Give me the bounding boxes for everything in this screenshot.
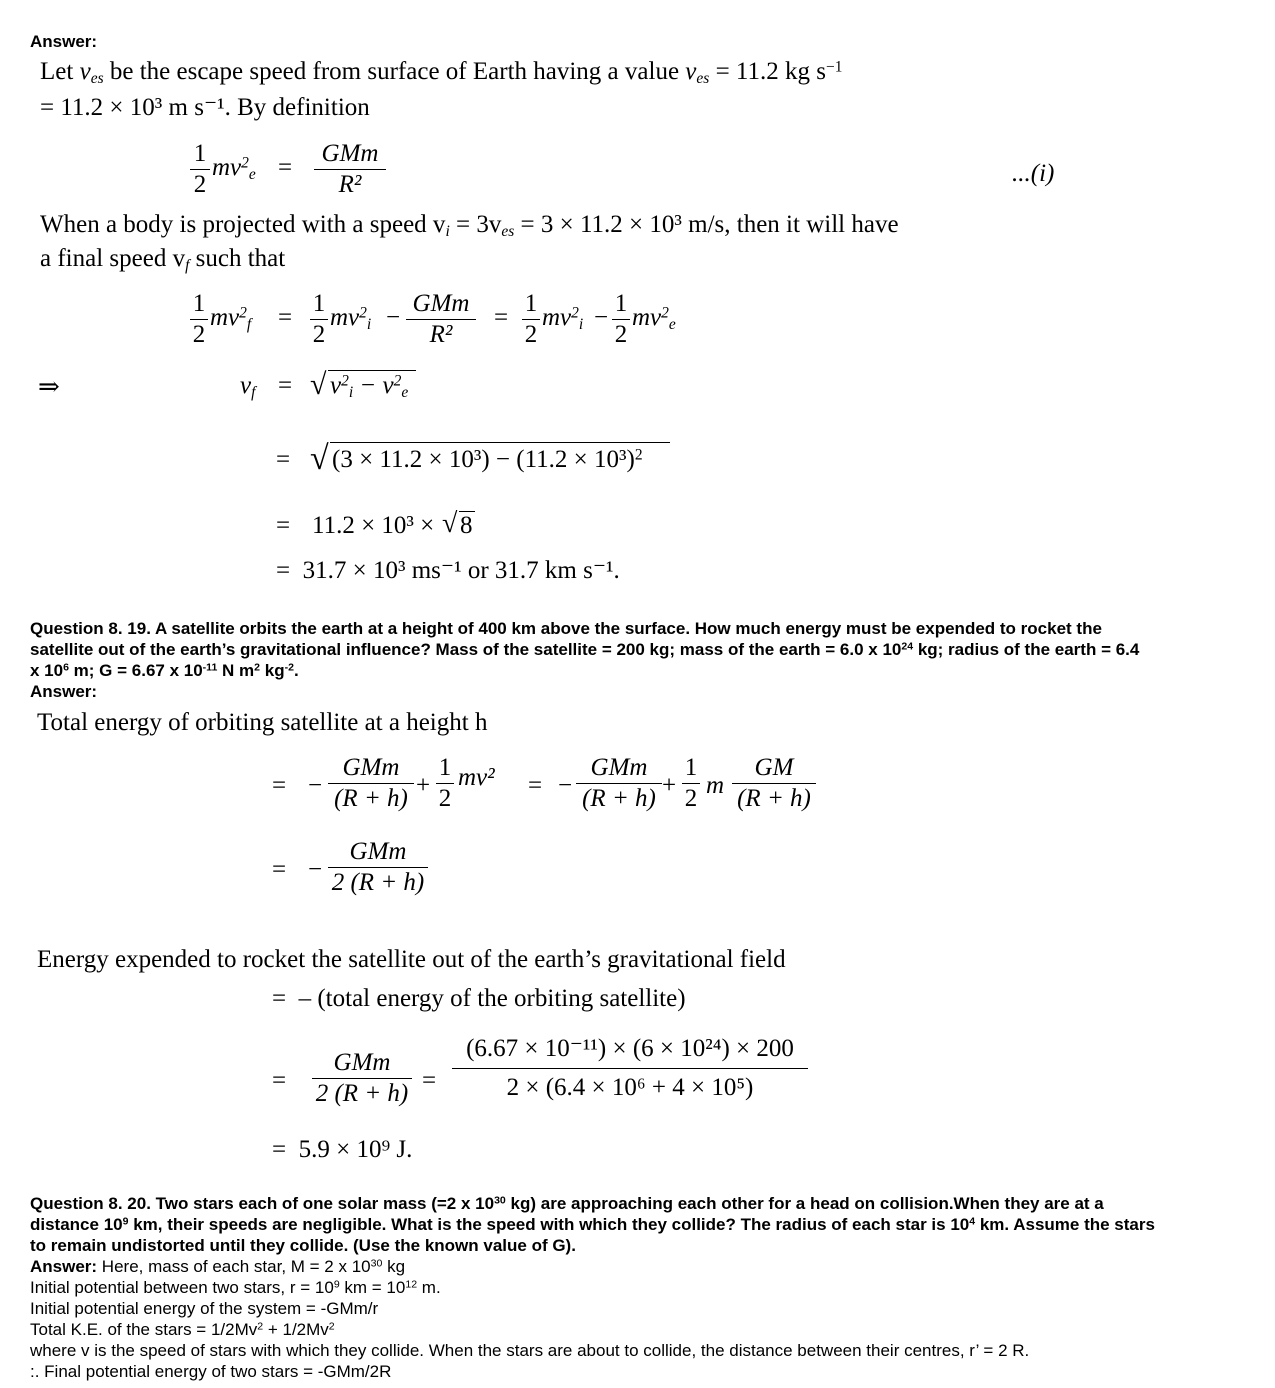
equation-tag: ...(i)	[1012, 160, 1055, 187]
equation-result: = 31.7 × 10³ ms⁻¹ or 31.7 km s⁻¹.	[276, 557, 620, 584]
question-8-20: Question 8. 20. Two stars each of one solar mass (=2 x $10^{30}$ kg) are approaching each other for a head on collision.When they are at a distance $10^9$ km, their speeds are negligible. What is the speed with which they collide? The radius of each star is $10^4$ km. Assume the stars to remain undistorted until they collide. (Use the known value of G). Answer: Here, mass of each star, M = 2 x $10^{30}$ kg Initial potential between two stars, $r = 10^9$ km = $10^{12}$ m. Initial potential energy of the system = -GMm/r Total K.E. of the stars = $1/2Mv^2 + 1/2Mv^2$ where v is the speed of stars with which they collide. When the stars are about to collide, the distance between their centres, r’ = 2 R. :. Final potential energy of two stars = -GMm/2R	[30, 1194, 1155, 1381]
answer-label: Answer:	[30, 32, 98, 51]
escape-line-1: Let $v_{es}$ be the escape speed from surface of Earth having a value $v_{es} = 11.2$ kg $s^{-1}$	[40, 58, 843, 87]
escape-line-4: a final speed $v_f$ such that	[40, 245, 286, 274]
equation-vf: $v_f$ = √ $v^2_i - v^2_e$	[240, 366, 440, 410]
implies-arrow: ⇒	[38, 372, 60, 401]
equation-energy-expended: = GMm 2 (R + h) = (6.67 × 10⁻¹¹) × (6 × 10²⁴) × 200 2 × (6.4 × 10⁶ + 4 × 10⁵)	[272, 1035, 832, 1125]
equation-total-energy: = − GMm (R + h) + 1 2 mv² = − GMm (R + h) + 1 2 m GM (R + h)	[272, 754, 832, 824]
equation-substitution: = √ $(3 \times 11.2 \times 10^3) - (11.2 \times 10^3)^2$	[276, 436, 696, 486]
energy-expended-heading: Energy expended to rocket the satellite out of the earth’s gravitational field	[37, 946, 786, 973]
equation-i: 1 2 $mv^2_e$ = GMm R²	[190, 140, 410, 202]
equation-total-energy-simplified: = − GMm 2 (R + h)	[272, 838, 472, 908]
escape-line-3: When a body is projected with a speed $v_i = 3v_{es} = 3 \times 11.2 \times 10^3$ m/s, then it will have	[40, 211, 899, 240]
answer-label-19: Answer:	[30, 682, 98, 701]
equation-energy-result: = 5.9 × 10⁹ J.	[272, 1136, 413, 1163]
equation-energy-balance: 1 2 $mv^2_f$ = 1 2 $mv^2_i$ − GMm R² = 1 2 $mv^2_i$ − 1 2 $mv^2_e$	[190, 290, 710, 352]
answer-label-20: Answer:	[30, 1257, 98, 1276]
escape-line-2: = 11.2 × 10³ m s⁻¹. By definition	[40, 94, 370, 121]
equation-simplified: = 11.2 × 10³ × √ 8	[276, 508, 536, 548]
total-energy-heading: Total energy of orbiting satellite at a height h	[37, 709, 488, 736]
question-8-19: Question 8. 19. A satellite orbits the earth at a height of 400 km above the surface. How much energy must be expended to rocket the satellite out of the earth’s gravitational influence? Mass of the satellite = 200 kg; mass of the earth = 6.0 x $10^{24}$ kg; radius of the earth = 6.4 x $10^6$ m; G = 6.67 x $10^{-11}$ N $m^2$ $kg^{-2}$. Answer:	[30, 618, 1273, 702]
equation-minus-total: = – (total energy of the orbiting satellite)	[272, 985, 686, 1012]
